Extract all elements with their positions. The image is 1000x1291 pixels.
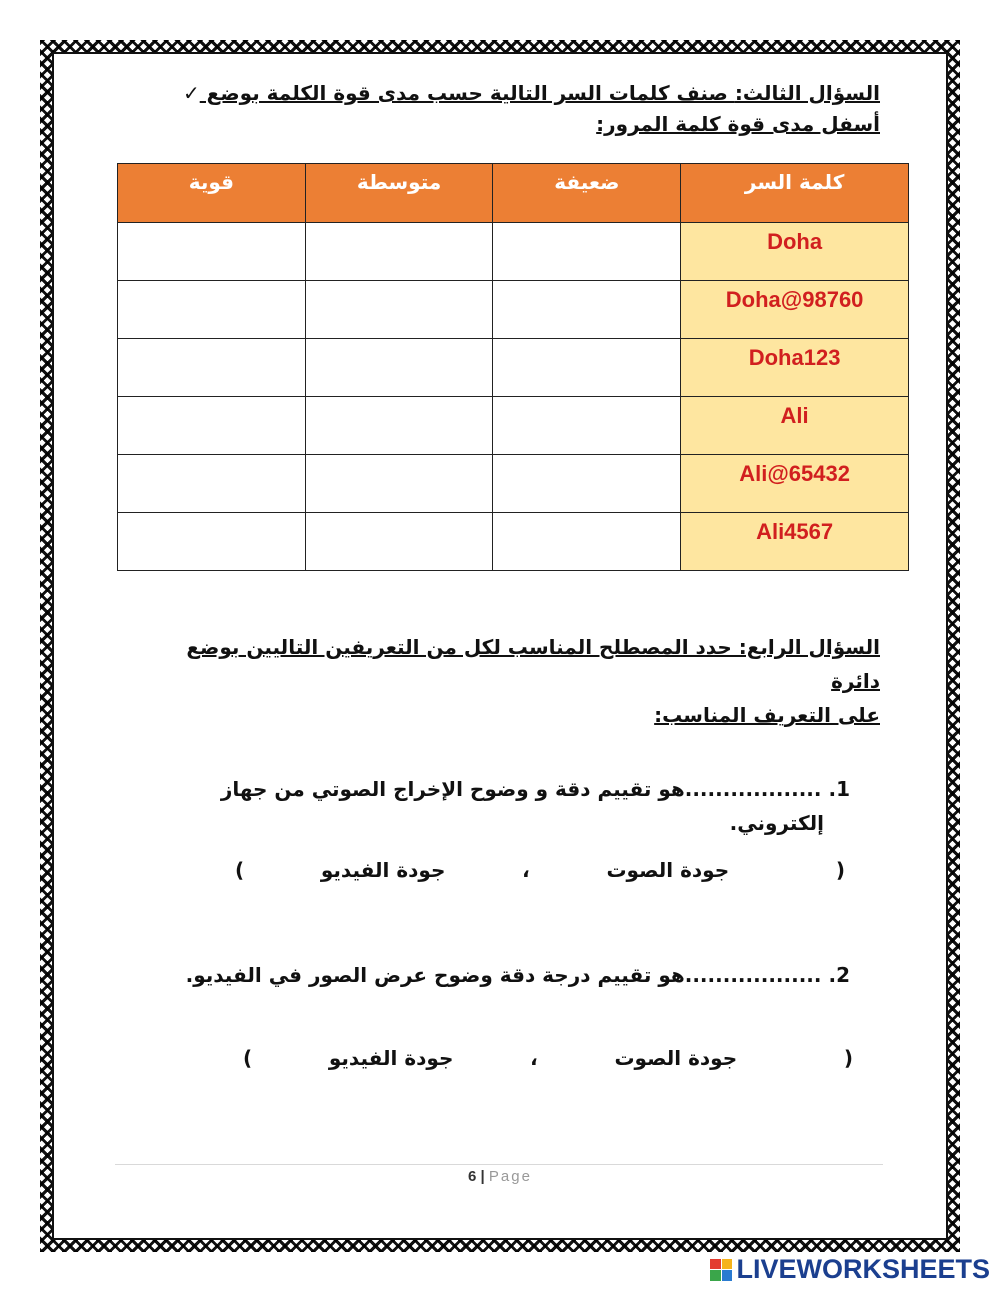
password-cell: Ali [681, 397, 909, 455]
page-number: 6 [468, 1168, 477, 1185]
liveworksheets-logo-icon [710, 1259, 732, 1281]
strong-answer-cell[interactable] [118, 513, 306, 571]
password-cell: Ali4567 [681, 513, 909, 571]
check-mark-icon: ✓ [182, 81, 200, 105]
page-footer [0, 1168, 1000, 1185]
medium-answer-cell[interactable] [305, 397, 493, 455]
question3-text-line2: أسفل مدى قوة كلمة المرور: [596, 112, 880, 136]
question3-title [160, 78, 880, 140]
table-row [118, 513, 909, 571]
choice-video-quality[interactable]: جودة الفيديو [320, 858, 446, 882]
item-1-text: ..................هو تقييم دقة و وضوح الإخراج الصوتي من جهاز [220, 777, 822, 801]
item-2 [150, 958, 850, 992]
table-row [118, 223, 909, 281]
table-row [118, 397, 909, 455]
item-2-number: 2. [828, 963, 850, 987]
question3-label: السؤال الثالث: [734, 81, 880, 105]
header-password: كلمة السر [681, 164, 909, 223]
question3-text: صنف كلمات السر التالية حسب مدى قوة الكلمة بوضع [199, 81, 735, 105]
medium-answer-cell[interactable] [305, 513, 493, 571]
password-cell: Doha123 [681, 339, 909, 397]
medium-answer-cell[interactable] [305, 455, 493, 513]
table-row [118, 339, 909, 397]
choice-sound-quality[interactable]: جودة الصوت [606, 858, 730, 882]
weak-answer-cell[interactable] [493, 339, 681, 397]
table-row [118, 455, 909, 513]
weak-answer-cell[interactable] [493, 455, 681, 513]
strong-answer-cell[interactable] [118, 339, 306, 397]
medium-answer-cell[interactable] [305, 281, 493, 339]
header-weak: ضعيفة [493, 164, 681, 223]
table-header-row [118, 164, 909, 223]
medium-answer-cell[interactable] [305, 223, 493, 281]
header-strong: قوية [118, 164, 306, 223]
table-row [118, 281, 909, 339]
strong-answer-cell[interactable] [118, 281, 306, 339]
item-1-text-line2: إلكتروني. [729, 811, 824, 835]
item-2-text: ..................هو تقييم درجة دقة وضوح عرض الصور في الفيديو. [185, 963, 822, 987]
weak-answer-cell[interactable] [493, 281, 681, 339]
strong-answer-cell[interactable] [118, 397, 306, 455]
password-cell: Doha [681, 223, 909, 281]
question4-line2: على التعريف المناسب: [654, 703, 880, 727]
strong-answer-cell[interactable] [118, 223, 306, 281]
liveworksheets-brand [710, 1254, 990, 1285]
close-paren: ) [235, 858, 245, 882]
weak-answer-cell[interactable] [493, 513, 681, 571]
footer-divider [115, 1164, 883, 1165]
choice-separator: ، [522, 858, 530, 882]
brand-name: LIVEWORKSHEETS [736, 1254, 990, 1284]
open-paren: ( [843, 1046, 853, 1070]
choice-separator: ، [530, 1046, 538, 1070]
password-cell: Ali@65432 [681, 455, 909, 513]
item-1 [190, 772, 850, 840]
choice-video-quality[interactable]: جودة الفيديو [328, 1046, 454, 1070]
question4-line1: السؤال الرابع: حدد المصطلح المناسب لكل من التعريفين التاليين بوضع دائرة [186, 635, 880, 693]
item-2-choices [243, 1046, 853, 1070]
choice-sound-quality[interactable]: جودة الصوت [614, 1046, 738, 1070]
item-1-choices [235, 858, 845, 882]
close-paren: ) [243, 1046, 253, 1070]
strong-answer-cell[interactable] [118, 455, 306, 513]
weak-answer-cell[interactable] [493, 397, 681, 455]
password-cell: Doha@98760 [681, 281, 909, 339]
password-table [117, 163, 909, 571]
header-medium: متوسطة [305, 164, 493, 223]
page-label: Page [488, 1168, 532, 1185]
open-paren: ( [835, 858, 845, 882]
item-1-number: 1. [828, 777, 850, 801]
footer-separator: | [476, 1168, 489, 1185]
weak-answer-cell[interactable] [493, 223, 681, 281]
medium-answer-cell[interactable] [305, 339, 493, 397]
question4-title [150, 630, 880, 732]
